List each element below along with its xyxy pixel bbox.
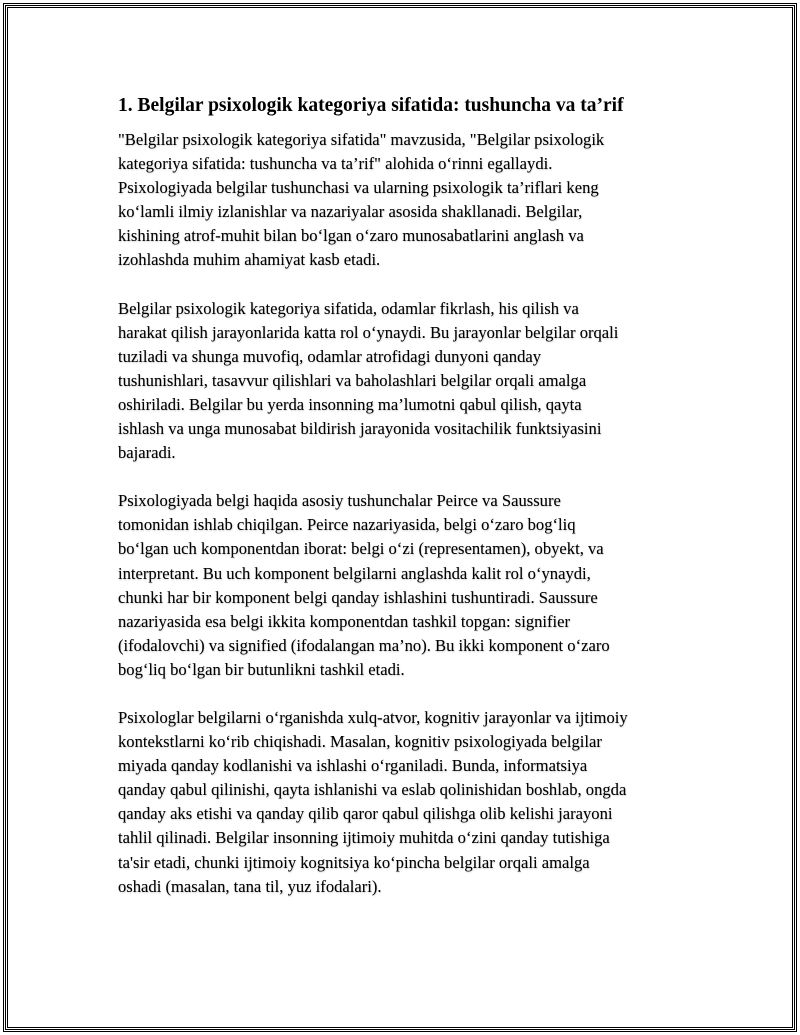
text-line: miyada qanday kodlanishi va ishlashi o‘rganiladi. Bunda, informatsiya <box>118 756 588 776</box>
text-line: qanday qabul qilinishi, qayta ishlanishi va eslab qolinishidan boshlab, ongda <box>118 780 627 800</box>
text-line: bo‘lgan uch komponentdan iborat: belgi o‘zi (representamen), obyekt, va <box>118 539 604 559</box>
text-line: harakat qilish jarayonlarida katta rol o‘ynaydi. Bu jarayonlar belgilar orqali <box>118 322 619 342</box>
text-line: chunki har bir komponent belgi qanday ishlashini tushuntiradi. Saussure <box>118 587 598 607</box>
text-line: kishining atrof-muhit bilan bo‘lgan o‘zaro munosabatlarini anglash va <box>118 226 584 246</box>
text-line: oshadi (masalan, tana til, yuz ifodalari). <box>118 876 382 896</box>
text-line: Psixologiyada belgi haqida asosiy tushunchalar Peirce va Saussure <box>118 491 561 511</box>
text-line: "Belgilar psixologik kategoriya sifatida" mavzusida, "Belgilar psixologik <box>118 130 605 149</box>
text-line: Belgilar psixologik kategoriya sifatida, odamlar fikrlash, his qilish va <box>118 298 579 318</box>
paragraph-1 <box>118 128 708 273</box>
text-line: Psixologlar belgilarni o‘rganishda xulq-atvor, kognitiv jarayonlar va ijtimoiy <box>118 707 628 727</box>
text-line: izohlashda muhim ahamiyat kasb etadi. <box>118 250 381 270</box>
text-line: tahlil qilinadi. Belgilar insonning ijtimoiy muhitda o‘zini qanday tutishiga <box>118 828 610 848</box>
text-line: qanday aks etishi va qanday qilib qaror qabul qilishga olib kelishi jarayoni <box>118 804 613 824</box>
text-line: ko‘lamli ilmiy izlanishlar va nazariyalar asosida shakllanadi. Belgilar, <box>118 202 583 222</box>
paragraph-3 <box>118 489 708 682</box>
text-line: tuziladi va shunga muvofiq, odamlar atrofidagi dunyoni qanday <box>118 346 542 366</box>
paragraph-2 <box>118 297 708 466</box>
text-line: interpretant. Bu uch komponent belgilarni anglashda kalit rol o‘ynaydi, <box>118 563 591 583</box>
text-line: bajaradi. <box>118 443 176 463</box>
text-line: Psixologiyada belgilar tushunchasi va ularning psixologik ta’riflari keng <box>118 178 599 198</box>
paragraph-4 <box>118 706 708 899</box>
text-line: nazariyasida esa belgi ikkita komponentdan tashkil topgan: signifier <box>118 611 571 631</box>
text-line: tomonidan ishlab chiqilgan. Peirce nazariyasida, belgi o‘zaro bog‘liq <box>118 515 576 535</box>
text-line: bog‘liq bo‘lgan bir butunlikni tashkil etadi. <box>118 659 405 679</box>
text-line: kontekstlarni ko‘rib chiqishadi. Masalan, kognitiv psixologiyada belgilar <box>118 732 602 752</box>
text-line: ishlash va unga munosabat bildirish jarayonida vositachilik funktsiyasini <box>118 419 602 439</box>
text-line: kategoriya sifatida: tushuncha va ta’rif" alohida o‘rinni egallaydi. <box>118 154 553 174</box>
text-line: ta'sir etadi, chunki ijtimoiy kognitsiya ko‘pincha belgilar orqali amalga <box>118 852 590 872</box>
text-line: (ifodalovchi) va signified (ifodalangan ma’no). Bu ikki komponent o‘zaro <box>118 635 610 655</box>
section-heading: 1. Belgilar psixologik kategoriya sifatida: tushuncha va ta’rif <box>118 95 624 116</box>
text-line: tushunishlari, tasavvur qilishlari va baholashlari belgilar orqali amalga <box>118 370 587 390</box>
document-body <box>118 93 708 923</box>
text-line: oshiriladi. Belgilar bu yerda insonning ma’lumotni qabul qilish, qayta <box>118 394 582 414</box>
